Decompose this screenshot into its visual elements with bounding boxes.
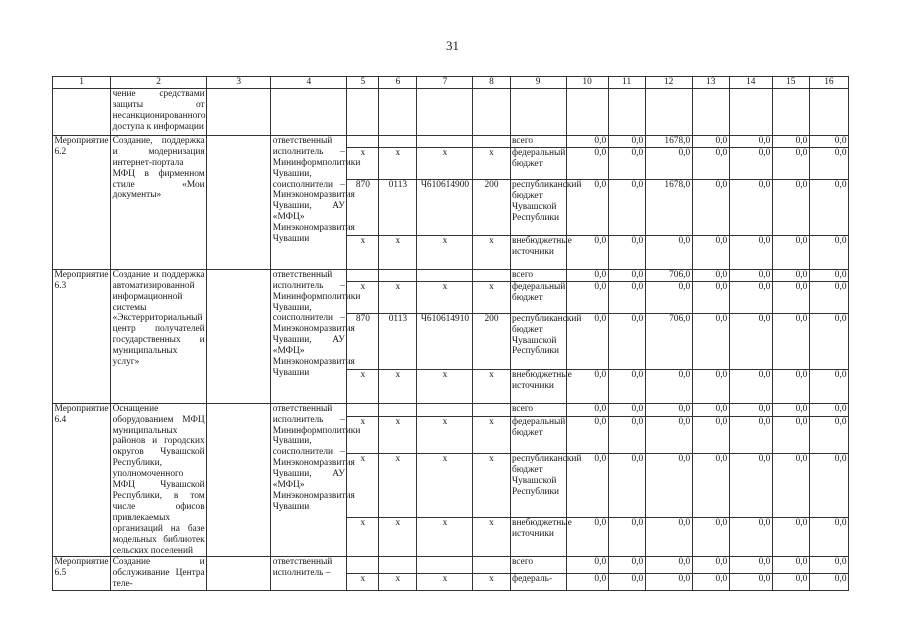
column-number: 7 [417,77,473,89]
executor-cell: ответственный исполнитель – Мининформполитики Чувашии, соисполнители – Минэкономразвития Чувашии, АУ «МФЦ» Минэкономразвития Чувашии [271,403,347,557]
x-mark: х [417,518,473,557]
table-cell [53,88,111,135]
amount-cell: 0,0 [692,454,729,518]
x-mark: х [473,147,510,179]
amount-cell: 0,0 [608,518,645,557]
table-row [53,557,849,574]
amount-cell: 0,0 [566,135,608,147]
amount-cell: 0,0 [729,557,772,574]
x-mark: х [417,235,473,269]
x-mark: х [417,281,473,313]
amount-cell: 0,0 [566,235,608,269]
amount-cell: 0,0 [608,403,645,417]
code-cell [473,403,510,417]
amount-cell: 0,0 [608,417,645,454]
amount-cell: 0,0 [772,147,809,179]
amount-cell: 0,0 [608,574,645,591]
x-mark: х [379,454,417,518]
amount-cell: 0,0 [608,557,645,574]
measure-name: чение средствами защиты от несанкционированного доступа к информации [111,88,207,135]
amount-cell: 0,0 [566,269,608,281]
table-cell [207,88,271,135]
table-cell [417,88,473,135]
amount-cell: 0,0 [692,269,729,281]
table-cell [271,88,347,135]
column-number: 13 [692,77,729,89]
funding-source: республиканский бюджет Чувашской Республики [510,313,566,369]
code-cell [473,135,510,147]
amount-cell: 0,0 [645,574,692,591]
amount-cell: 0,0 [692,179,729,235]
x-mark: х [347,147,379,179]
measure-name: Создание и поддержка автоматизированной информационной системы «Экстерриториальный центр получателей государственных и муниципальных услуг» [111,269,207,403]
amount-cell: 0,0 [772,403,809,417]
x-mark: х [417,369,473,403]
amount-cell: 0,0 [608,454,645,518]
amount-cell: 0,0 [809,518,848,557]
amount-cell: 0,0 [566,574,608,591]
page-number: 31 [446,38,459,53]
column-number: 10 [566,77,608,89]
x-mark: х [347,454,379,518]
amount-cell: 0,0 [566,518,608,557]
amount-cell: 0,0 [809,235,848,269]
funding-source: федеральный бюджет [510,281,566,313]
amount-cell: 0,0 [729,369,772,403]
amount-cell: 0,0 [729,269,772,281]
expense-type-code: 200 [473,179,510,235]
code-cell [347,269,379,281]
x-mark: х [379,518,417,557]
funding-source: внебюджетные источники [510,518,566,557]
table-cell [729,88,772,135]
code-cell [417,135,473,147]
measure-id: Мероприятие 6.5 [53,557,111,591]
x-mark: х [347,281,379,313]
measure-name: Создание и обслуживание Центра теле- [112,557,205,590]
funding-source: всего [510,135,566,147]
amount-cell: 0,0 [608,269,645,281]
empty-cell [207,135,271,269]
x-mark: х [379,281,417,313]
column-number: 6 [379,77,417,89]
amount-cell: 0,0 [692,281,729,313]
code-cell [347,557,379,574]
x-mark: х [417,454,473,518]
x-mark: х [473,518,510,557]
x-mark: х [473,235,510,269]
code-cell [473,557,510,574]
code-cell [347,135,379,147]
column-number: 5 [347,77,379,89]
amount-cell: 0,0 [692,403,729,417]
x-mark: х [347,369,379,403]
amount-cell: 706,0 [645,313,692,369]
amount-cell: 0,0 [772,179,809,235]
amount-cell: 0,0 [729,281,772,313]
amount-cell: 0,0 [729,313,772,369]
column-number: 4 [271,77,347,89]
table-cell [772,88,809,135]
amount-cell: 0,0 [566,147,608,179]
amount-cell: 0,0 [645,454,692,518]
x-mark: х [379,369,417,403]
table-row [53,403,849,417]
amount-cell: 0,0 [729,147,772,179]
amount-cell: 0,0 [692,135,729,147]
amount-cell: 0,0 [566,557,608,574]
executor-cell: ответственный исполнитель – Мининформполитики Чувашии, соисполнители – Минэкономразвития Чувашии, АУ «МФЦ» Минэкономразвития Чувашии [271,135,347,269]
code-cell [379,269,417,281]
x-mark: х [379,574,417,591]
amount-cell: 0,0 [809,269,848,281]
amount-cell: 0,0 [809,313,848,369]
table-cell [379,88,417,135]
column-number: 14 [729,77,772,89]
x-mark: х [417,417,473,454]
amount-cell: 0,0 [809,147,848,179]
measure-id: Мероприятие 6.2 [53,135,111,269]
table-cell [347,88,379,135]
funding-source: республиканский бюджет Чувашской Республики [510,179,566,235]
amount-cell: 0,0 [809,179,848,235]
amount-cell: 0,0 [772,281,809,313]
x-mark: х [417,574,473,591]
funding-source: федеральный бюджет [510,147,566,179]
x-mark: х [473,281,510,313]
x-mark: х [473,417,510,454]
amount-cell: 0,0 [809,574,848,591]
amount-cell: 0,0 [729,454,772,518]
amount-cell: 0,0 [809,281,848,313]
executor-cell: ответственный исполнитель – Мининформполитики Чувашии, соисполнители – Минэкономразвития Чувашии, АУ «МФЦ» Минэкономразвития Чувашии [271,269,347,403]
measure-name: Оснащение оборудованием МФЦ муниципальных районов и городских округов Чувашской Республики, уполномоченного МФЦ Чувашской Республики, в том числе офисов привлекаемых организаций на базе модельных библиотек сельских поселений [112,403,205,556]
table-cell [645,88,692,135]
amount-cell: 0,0 [608,313,645,369]
amount-cell: 0,0 [645,281,692,313]
amount-cell: 0,0 [692,313,729,369]
amount-cell: 0,0 [645,235,692,269]
x-mark: х [347,235,379,269]
column-number: 1 [53,77,111,89]
amount-cell: 0,0 [772,518,809,557]
code-cell [417,403,473,417]
amount-cell: 0,0 [566,403,608,417]
funding-source: федеральный бюджет [510,417,566,454]
amount-cell: 0,0 [772,454,809,518]
amount-cell: 0,0 [645,403,692,417]
amount-cell: 0,0 [729,179,772,235]
executor-cell: ответственный исполнитель – [271,557,347,591]
x-mark: х [417,147,473,179]
table-body [53,77,849,591]
funding-source: всего [510,403,566,417]
x-mark: х [473,574,510,591]
column-number: 2 [111,77,207,89]
amount-cell: 0,0 [566,454,608,518]
column-number: 15 [772,77,809,89]
amount-cell: 706,0 [645,269,692,281]
table-row [53,269,849,281]
grbs-code: 870 [347,179,379,235]
amount-cell: 0,0 [809,557,848,574]
amount-cell: 0,0 [772,235,809,269]
table-row [53,88,849,135]
amount-cell: 0,0 [692,417,729,454]
amount-cell: 0,0 [772,369,809,403]
table-cell [473,88,510,135]
empty-cell [207,557,271,591]
column-number: 16 [809,77,848,89]
x-mark: х [473,454,510,518]
amount-cell: 0,0 [729,417,772,454]
table-cell [510,88,566,135]
funding-source: федераль- [510,574,566,591]
amount-cell: 0,0 [772,313,809,369]
funding-source: всего [510,269,566,281]
x-mark: х [347,417,379,454]
amount-cell: 0,0 [729,403,772,417]
code-cell [417,269,473,281]
amount-cell: 0,0 [692,574,729,591]
grbs-code: 870 [347,313,379,369]
amount-cell: 0,0 [729,574,772,591]
column-number: 11 [608,77,645,89]
amount-cell: 0,0 [608,235,645,269]
column-number: 8 [473,77,510,89]
amount-cell: 0,0 [692,557,729,574]
column-number: 3 [207,77,271,89]
amount-cell: 0,0 [809,454,848,518]
amount-cell: 0,0 [692,147,729,179]
table-row [53,135,849,147]
amount-cell: 0,0 [809,369,848,403]
amount-cell: 0,0 [809,403,848,417]
amount-cell: 0,0 [645,147,692,179]
amount-cell: 0,0 [566,313,608,369]
table-cell [809,88,848,135]
x-mark: х [347,574,379,591]
amount-cell: 0,0 [772,135,809,147]
measure-name: Создание, поддержка и модернизация интернет-портала МФЦ в фирменном стиле «Мои документы» [111,135,207,269]
section-code: 0113 [379,179,417,235]
amount-cell: 0,0 [645,369,692,403]
amount-cell: 0,0 [608,281,645,313]
amount-cell: 0,0 [608,147,645,179]
column-number-row [53,77,849,89]
budget-table [52,76,849,591]
code-cell [379,557,417,574]
amount-cell: 0,0 [645,417,692,454]
amount-cell: 0,0 [645,518,692,557]
amount-cell: 0,0 [772,574,809,591]
amount-cell: 0,0 [608,179,645,235]
amount-cell: 0,0 [566,281,608,313]
amount-cell: 0,0 [809,135,848,147]
amount-cell: 0,0 [772,417,809,454]
amount-cell: 0,0 [608,135,645,147]
x-mark: х [473,369,510,403]
table-cell [566,88,608,135]
x-mark: х [379,235,417,269]
amount-cell: 0,0 [566,179,608,235]
empty-cell [207,403,271,557]
amount-cell: 0,0 [608,369,645,403]
amount-cell: 0,0 [729,135,772,147]
funding-source: внебюджетные источники [510,235,566,269]
amount-cell: 0,0 [692,518,729,557]
amount-cell: 0,0 [772,557,809,574]
x-mark: х [379,417,417,454]
code-cell [417,557,473,574]
amount-cell: 0,0 [809,417,848,454]
amount-cell: 0,0 [729,518,772,557]
expense-type-code: 200 [473,313,510,369]
section-code: 0113 [379,313,417,369]
target-code: Ч610614900 [417,179,473,235]
code-cell [347,403,379,417]
measure-id: Мероприятие 6.4 [53,403,111,557]
funding-source: всего [510,557,566,574]
x-mark: х [379,147,417,179]
empty-cell [207,269,271,403]
x-mark: х [347,518,379,557]
funding-source: республиканский бюджет Чувашской Республики [510,454,566,518]
amount-cell: 0,0 [729,235,772,269]
amount-cell: 0,0 [692,235,729,269]
amount-cell: 0,0 [566,369,608,403]
table-cell [692,88,729,135]
amount-cell: 0,0 [692,369,729,403]
code-cell [379,403,417,417]
table-cell [608,88,645,135]
column-number: 9 [510,77,566,89]
amount-cell: 0,0 [772,269,809,281]
target-code: Ч610614910 [417,313,473,369]
funding-source: внебюджетные источники [510,369,566,403]
column-number: 12 [645,77,692,89]
code-cell [473,269,510,281]
amount-cell: 0,0 [645,557,692,574]
amount-cell: 0,0 [566,417,608,454]
amount-cell: 1678,0 [645,135,692,147]
measure-id: Мероприятие 6.3 [53,269,111,403]
code-cell [379,135,417,147]
amount-cell: 1678,0 [645,179,692,235]
